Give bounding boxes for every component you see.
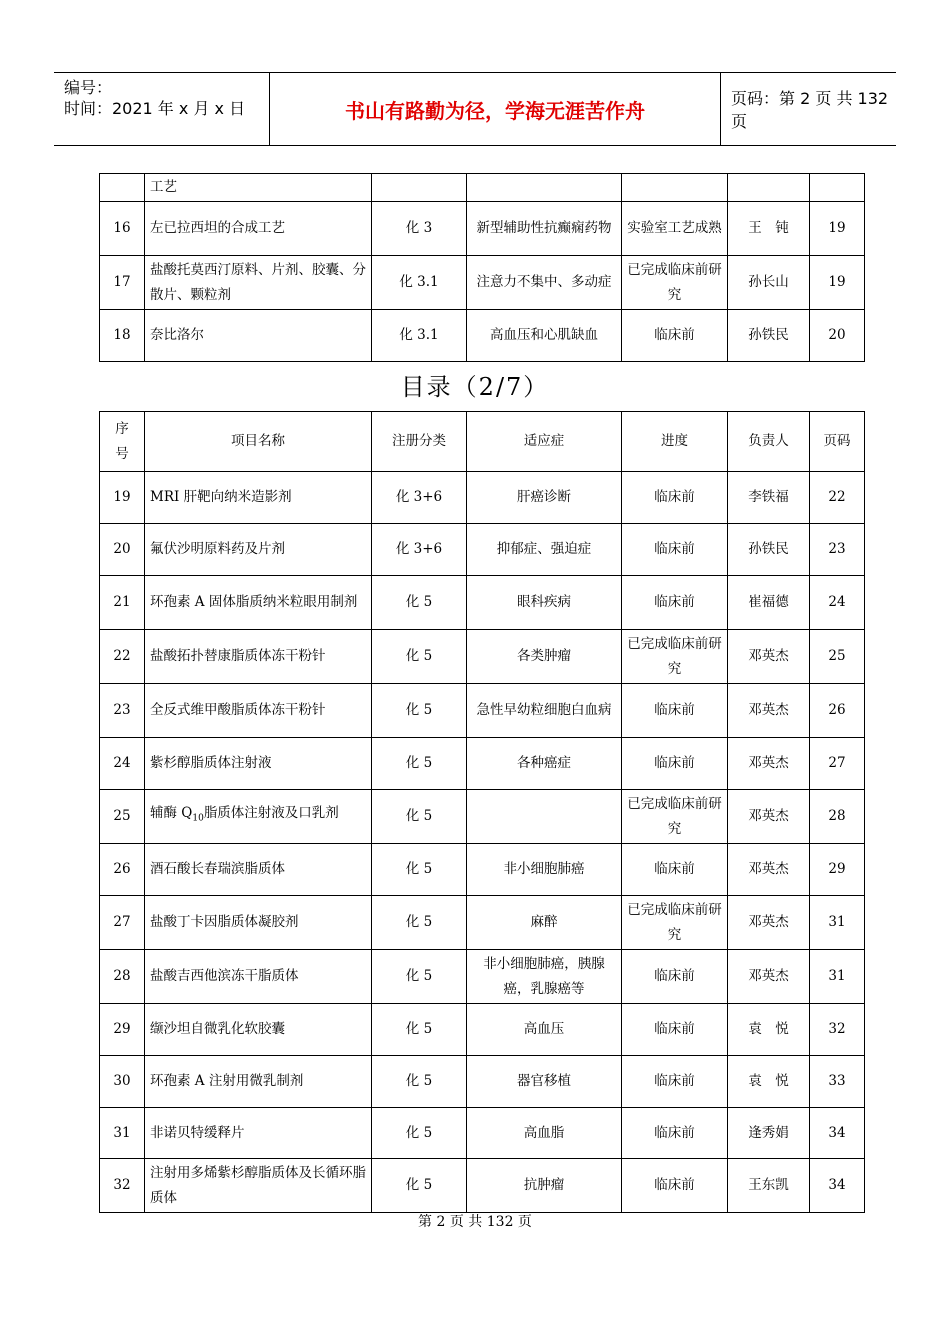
table-row (100, 630, 865, 684)
cell-no: 17 (100, 256, 145, 310)
cell-person: 崔福德 (728, 576, 810, 630)
cell-progress: 临床前 (622, 472, 728, 524)
cell-person: 邓英杰 (728, 790, 810, 844)
cell-name: 缬沙坦自微乳化软胶囊 (145, 1004, 372, 1056)
header-reg: 注册分类 (372, 412, 467, 472)
cell-reg: 化 5 (372, 576, 467, 630)
cell-progress: 实验室工艺成熟 (622, 202, 728, 256)
cell-indication: 新型辅助性抗癫痫药物 (467, 202, 622, 256)
cell-page: 22 (810, 472, 865, 524)
cell-indication: 抑郁症、强迫症 (467, 524, 622, 576)
header-name: 项目名称 (145, 412, 372, 472)
cell-indication (467, 174, 622, 202)
catalog-table (99, 411, 865, 1213)
cell-reg: 化 5 (372, 844, 467, 896)
cell-person: 邓英杰 (728, 844, 810, 896)
cell-progress (622, 174, 728, 202)
cell-no (100, 174, 145, 202)
header-meta (64, 77, 269, 119)
header-progress: 进度 (622, 412, 728, 472)
table-row (100, 790, 865, 844)
cell-page: 26 (810, 684, 865, 738)
cell-page: 33 (810, 1056, 865, 1108)
cell-person: 王 钝 (728, 202, 810, 256)
cell-page: 23 (810, 524, 865, 576)
cell-person: 李铁福 (728, 472, 810, 524)
table-row (100, 202, 865, 256)
cell-progress: 已完成临床前研究 (622, 256, 728, 310)
cell-person: 袁 悦 (728, 1056, 810, 1108)
cell-reg: 化 5 (372, 738, 467, 790)
header-person: 负责人 (728, 412, 810, 472)
cell-person: 袁 悦 (728, 1004, 810, 1056)
cell-no: 28 (100, 950, 145, 1004)
cell-indication: 高血压和心肌缺血 (467, 310, 622, 362)
cell-page: 19 (810, 256, 865, 310)
cell-person: 孙铁民 (728, 310, 810, 362)
cell-name: 氟伏沙明原料药及片剂 (145, 524, 372, 576)
cell-no: 22 (100, 630, 145, 684)
table-row (100, 256, 865, 310)
header-indication: 适应症 (467, 412, 622, 472)
cell-progress: 临床前 (622, 950, 728, 1004)
table-row (100, 174, 865, 202)
cell-progress: 临床前 (622, 524, 728, 576)
cell-no: 25 (100, 790, 145, 844)
cell-name: MRI 肝靶向纳米造影剂 (145, 472, 372, 524)
table-row (100, 1004, 865, 1056)
cell-progress: 临床前 (622, 844, 728, 896)
cell-indication: 抗肿瘤 (467, 1159, 622, 1213)
cell-no: 16 (100, 202, 145, 256)
cell-no: 26 (100, 844, 145, 896)
cell-indication: 非小细胞肺癌 (467, 844, 622, 896)
cell-page: 28 (810, 790, 865, 844)
cell-no: 24 (100, 738, 145, 790)
cell-progress: 已完成临床前研究 (622, 630, 728, 684)
cell-page: 25 (810, 630, 865, 684)
cell-name (145, 790, 372, 844)
cell-indication: 各类肿瘤 (467, 630, 622, 684)
table-header-row (100, 412, 865, 472)
cell-reg: 化 5 (372, 1056, 467, 1108)
cell-page: 32 (810, 1004, 865, 1056)
table-row (100, 576, 865, 630)
header-motto: 书山有路勤为径，学海无涯苦作舟 (345, 98, 645, 123)
catalog-table-body (100, 174, 865, 362)
cell-progress: 临床前 (622, 1056, 728, 1108)
name-text: 辅酶 Q (150, 805, 193, 822)
cell-name: 全反式维甲酸脂质体冻干粉针 (145, 684, 372, 738)
name-subscript: 10 (192, 813, 204, 824)
cell-name: 盐酸吉西他滨冻干脂质体 (145, 950, 372, 1004)
cell-indication: 麻醉 (467, 896, 622, 950)
table-row (100, 1056, 865, 1108)
cell-person (728, 174, 810, 202)
header-page-label: 页码：第 2 页 共 132 页 (731, 89, 889, 131)
cell-reg: 化 5 (372, 1159, 467, 1213)
header-page: 页码 (810, 412, 865, 472)
cell-reg: 化 5 (372, 950, 467, 1004)
cell-reg: 化 5 (372, 896, 467, 950)
cell-no: 31 (100, 1108, 145, 1159)
page-header (54, 72, 896, 146)
cell-page: 31 (810, 950, 865, 1004)
time-label: 时间：2021 年 x 月 x 日 (64, 99, 246, 118)
cell-person: 孙长山 (728, 256, 810, 310)
table-row (100, 844, 865, 896)
cell-no: 30 (100, 1056, 145, 1108)
cell-progress: 已完成临床前研究 (622, 790, 728, 844)
name-text-rest: 脂质体注射液及口乳剂 (203, 805, 339, 822)
table-row (100, 1159, 865, 1213)
cell-progress: 临床前 (622, 1159, 728, 1213)
cell-reg: 化 5 (372, 630, 467, 684)
cell-page: 19 (810, 202, 865, 256)
cell-person: 孙铁民 (728, 524, 810, 576)
cell-reg: 化 3 (372, 202, 467, 256)
cell-indication: 非小细胞肺癌，胰腺癌，乳腺癌等 (467, 950, 622, 1004)
section-title: 目录（2/7） (400, 373, 550, 401)
catalog-table-body (100, 472, 865, 1213)
cell-no: 27 (100, 896, 145, 950)
cell-reg: 化 5 (372, 1108, 467, 1159)
cell-page: 34 (810, 1159, 865, 1213)
cell-indication: 高血压 (467, 1004, 622, 1056)
cell-no: 18 (100, 310, 145, 362)
cell-reg: 化 3+6 (372, 472, 467, 524)
cell-name: 工艺 (145, 174, 372, 202)
cell-no: 19 (100, 472, 145, 524)
cell-no: 21 (100, 576, 145, 630)
cell-indication: 高血脂 (467, 1108, 622, 1159)
cell-indication: 肝癌诊断 (467, 472, 622, 524)
cell-progress: 临床前 (622, 1004, 728, 1056)
cell-no: 20 (100, 524, 145, 576)
cell-person: 邓英杰 (728, 950, 810, 1004)
cell-reg: 化 3+6 (372, 524, 467, 576)
cell-page: 34 (810, 1108, 865, 1159)
cell-page: 20 (810, 310, 865, 362)
cell-page: 27 (810, 738, 865, 790)
table-row (100, 310, 865, 362)
cell-page (810, 174, 865, 202)
cell-reg: 化 5 (372, 790, 467, 844)
table-row (100, 1108, 865, 1159)
cell-name: 盐酸拓扑替康脂质体冻干粉针 (145, 630, 372, 684)
cell-name: 环孢素 A 固体脂质纳米粒眼用制剂 (145, 576, 372, 630)
cell-name: 环孢素 A 注射用微乳制剂 (145, 1056, 372, 1108)
cell-reg: 化 3.1 (372, 310, 467, 362)
cell-no: 29 (100, 1004, 145, 1056)
cell-name: 非诺贝特缓释片 (145, 1108, 372, 1159)
cell-indication: 各种癌症 (467, 738, 622, 790)
cell-person: 王东凯 (728, 1159, 810, 1213)
cell-reg: 化 5 (372, 684, 467, 738)
cell-reg: 化 5 (372, 1004, 467, 1056)
cell-progress: 临床前 (622, 310, 728, 362)
cell-indication: 器官移植 (467, 1056, 622, 1108)
cell-name: 紫杉醇脂质体注射液 (145, 738, 372, 790)
cell-progress: 临床前 (622, 684, 728, 738)
cell-no: 23 (100, 684, 145, 738)
cell-indication: 注意力不集中、多动症 (467, 256, 622, 310)
cell-reg (372, 174, 467, 202)
cell-name: 酒石酸长春瑞滨脂质体 (145, 844, 372, 896)
table-row (100, 684, 865, 738)
table-row (100, 738, 865, 790)
cell-name: 奈比洛尔 (145, 310, 372, 362)
cell-progress: 临床前 (622, 576, 728, 630)
header-no: 序号 (100, 412, 145, 472)
cell-reg: 化 3.1 (372, 256, 467, 310)
serial-number-label: 编号： (64, 78, 113, 97)
cell-progress: 已完成临床前研究 (622, 896, 728, 950)
cell-name: 盐酸丁卡因脂质体凝胶剂 (145, 896, 372, 950)
table-row (100, 950, 865, 1004)
cell-indication: 急性早幼粒细胞白血病 (467, 684, 622, 738)
cell-progress: 临床前 (622, 1108, 728, 1159)
page-footer: 第 2 页 共 132 页 (418, 1214, 532, 1230)
cell-page: 31 (810, 896, 865, 950)
cell-person: 邓英杰 (728, 684, 810, 738)
catalog-table-continued (99, 173, 865, 362)
cell-indication: 眼科疾病 (467, 576, 622, 630)
table-row (100, 472, 865, 524)
cell-person: 邓英杰 (728, 630, 810, 684)
cell-indication (467, 790, 622, 844)
cell-name: 左已拉西坦的合成工艺 (145, 202, 372, 256)
cell-progress: 临床前 (622, 738, 728, 790)
cell-person: 邓英杰 (728, 738, 810, 790)
cell-page: 29 (810, 844, 865, 896)
cell-person: 逢秀娟 (728, 1108, 810, 1159)
cell-no: 32 (100, 1159, 145, 1213)
table-row (100, 896, 865, 950)
cell-page: 24 (810, 576, 865, 630)
cell-name: 盐酸托莫西汀原料、片剂、胶囊、分散片、颗粒剂 (145, 256, 372, 310)
table-row (100, 524, 865, 576)
cell-person: 邓英杰 (728, 896, 810, 950)
cell-name: 注射用多烯紫杉醇脂质体及长循环脂质体 (145, 1159, 372, 1213)
